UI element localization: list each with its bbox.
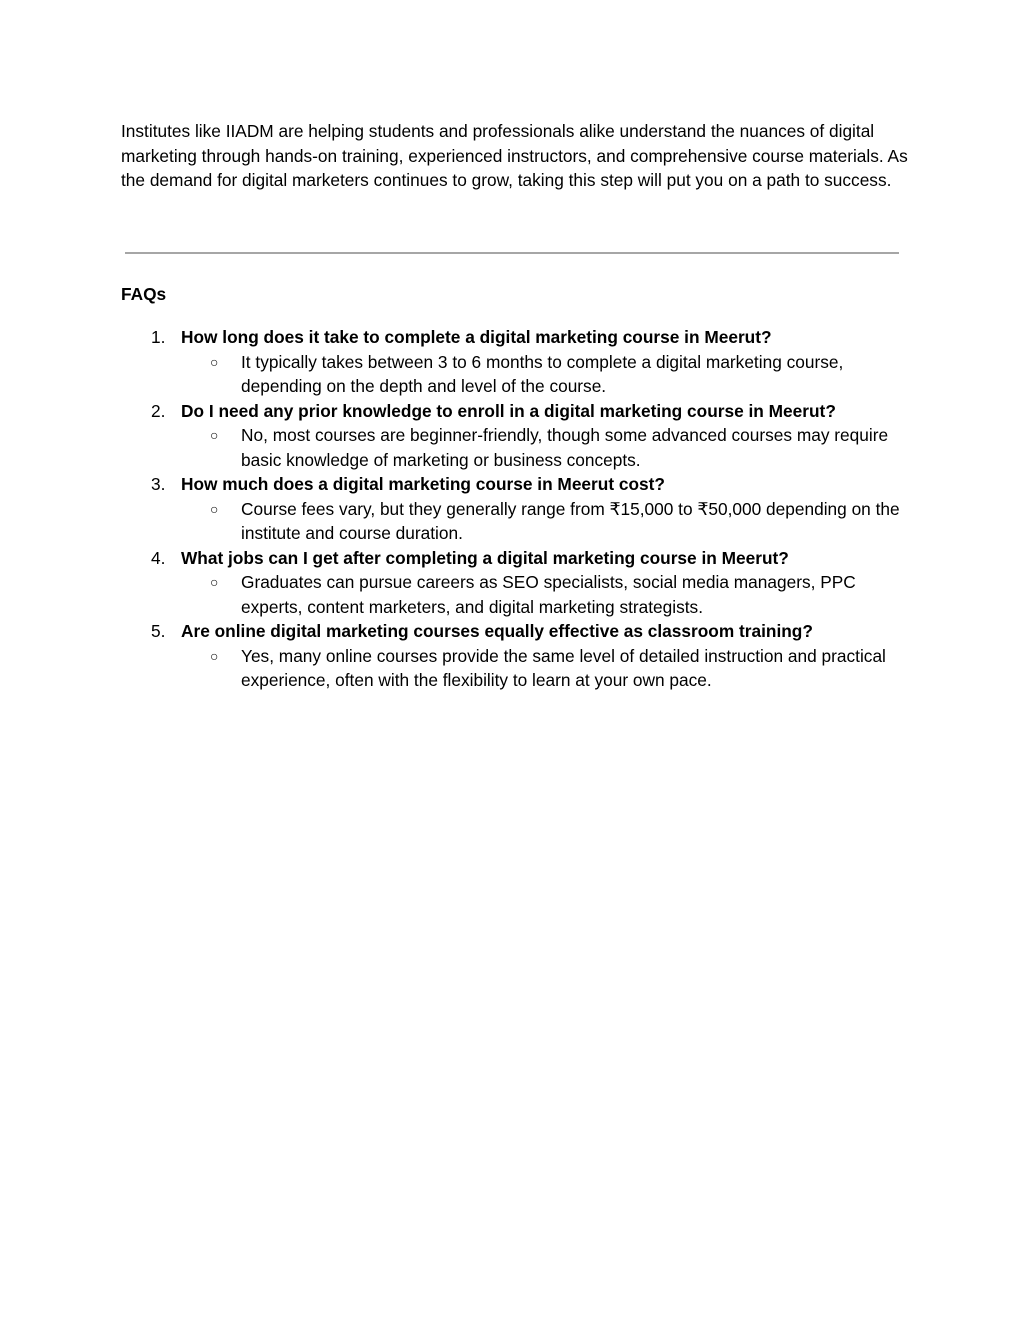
faq-answer-row (0, 644, 1024, 693)
faq-answer: Yes, many online courses provide the same level of detailed instruction and practical experience, often with the flexibility to learn at your own pace. (241, 645, 886, 690)
faq-number: 2. (151, 400, 166, 421)
intro-paragraph: Institutes like IIADM are helping students and professionals alike understand the nuances of digital marketing through hands-on training, experienced instructors, and comprehensive course materials. As the demand for digital marketers continues to grow, taking this step will put you on a path to success. (121, 121, 908, 190)
faq-item (0, 546, 1024, 620)
horizontal-divider (125, 252, 899, 254)
faq-item (0, 472, 1024, 546)
faq-list (0, 325, 1024, 693)
faq-answer: No, most courses are beginner-friendly, though some advanced courses may require basic knowledge of marketing or business concepts. (241, 425, 889, 470)
faq-question-row (0, 619, 1024, 644)
faq-answer-row (0, 423, 1024, 472)
faq-question: Are online digital marketing courses equally effective as classroom training? (181, 621, 813, 641)
faq-answer-row (0, 570, 1024, 619)
faq-question: What jobs can I get after completing a digital marketing course in Meerut? (181, 547, 789, 568)
faq-answer-row (0, 350, 1024, 399)
hollow-circle-bullet-icon: ○ (210, 574, 219, 590)
hollow-circle-bullet-icon: ○ (210, 353, 219, 370)
hollow-circle-bullet-icon: ○ (210, 647, 219, 664)
faq-question: Do I need any prior knowledge to enroll in a digital marketing course in Meerut? (181, 400, 836, 421)
faq-number: 1. (151, 327, 166, 347)
faq-question: How much does a digital marketing course in Meerut cost? (181, 474, 665, 494)
faq-question: How long does it take to complete a digital marketing course in Meerut? (181, 327, 772, 347)
faq-item (0, 325, 1024, 399)
faq-question-row (0, 472, 1024, 497)
faq-item (0, 619, 1024, 693)
faq-answer: Graduates can pursue careers as SEO specialists, social media managers, PPC experts, content marketers, and digital marketing strategists. (241, 572, 856, 617)
faq-heading: FAQs (121, 284, 167, 304)
hollow-circle-bullet-icon: ○ (210, 427, 219, 443)
faq-item (0, 399, 1024, 473)
faq-number: 5. (151, 621, 166, 641)
faq-question-row (0, 399, 1024, 424)
faq-answer: Course fees vary, but they generally range from ₹15,000 to ₹50,000 depending on the institute and course duration. (241, 498, 900, 543)
faq-question-row (0, 546, 1024, 571)
faq-question-row (0, 325, 1024, 350)
faq-answer-row (0, 497, 1024, 546)
hollow-circle-bullet-icon: ○ (210, 500, 219, 517)
faq-answer: It typically takes between 3 to 6 months to complete a digital marketing course, depending on the depth and level of the course. (241, 351, 844, 396)
faq-number: 3. (151, 474, 166, 494)
faq-number: 4. (151, 547, 166, 568)
